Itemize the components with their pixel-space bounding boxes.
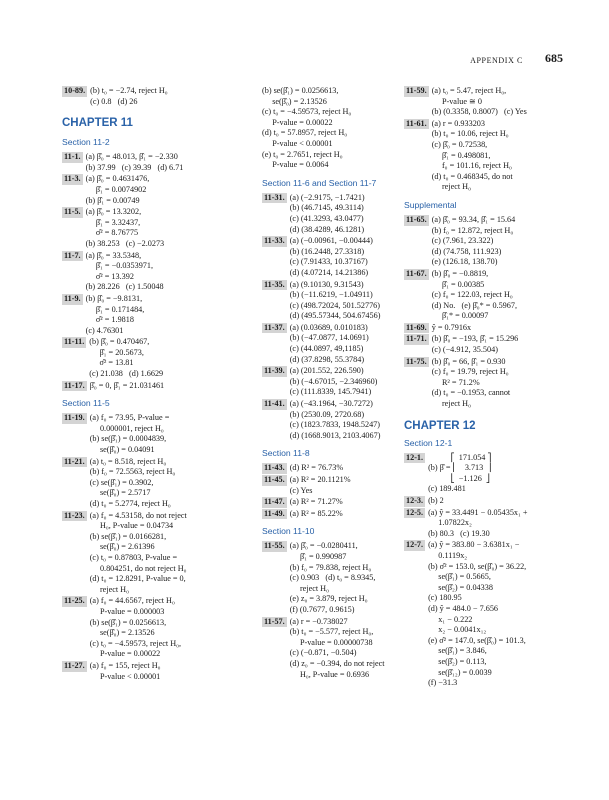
answer-line: (c) (7.961, 23.322) <box>431 236 494 246</box>
answer-column-2 <box>262 86 397 681</box>
answer-line: (a) (9.10130, 9.31543) <box>289 279 364 289</box>
answer-lines <box>432 334 570 355</box>
answer-line: β̂₁ = 0.0074902 <box>85 184 147 194</box>
answer-lines <box>90 457 237 510</box>
answer-line: (c) 189.481 <box>428 484 466 494</box>
answer-line: (b) t₀ = 10.06, reject H₀ <box>431 129 509 139</box>
exercise-number: 11-17. <box>64 380 85 390</box>
answer-line: (e) σ̂² = 147.0, se(β̂₀) = 101.3, <box>428 635 526 645</box>
answer-line: (c) (498.72024, 501.52776) <box>289 300 380 310</box>
answer-lines <box>290 463 397 474</box>
answer-entry <box>62 337 237 379</box>
answer-line: se(β̂₀) = 0.04091 <box>89 445 155 455</box>
chapter-heading: CHAPTER 12 <box>404 419 476 432</box>
answer-line: β̂₁ = 0.00385 <box>431 279 485 289</box>
exercise-number: 11-67. <box>406 268 427 278</box>
answer-line: (a) β̂₀ = 0.4631476, <box>85 174 150 184</box>
answer-line: (c) t₀ = −4.59573, reject H₀, <box>89 638 182 648</box>
answer-line: (a) β̂₀ = 48.013, β̂₁ = −2.330 <box>85 152 178 162</box>
answer-line: (b) (−47.0877, 14.0691) <box>289 333 369 343</box>
answer-line: ⎡ 171.054 ⎤ <box>428 452 492 462</box>
exercise-number: 12-7. <box>406 540 424 550</box>
answer-line: (d) t₀ = 0.468345, do not <box>431 171 513 181</box>
answer-lines <box>290 509 397 520</box>
answer-lines <box>290 236 397 278</box>
answer-line: σ̂² = 13.81 <box>89 358 134 368</box>
exercise-number: 11-65. <box>406 214 427 224</box>
exercise-number: 11-59. <box>406 86 427 95</box>
answer-line: (e) (126.18, 138.70) <box>431 257 498 267</box>
answer-line: (b) β̂₀ = 66, β̂₁ = 0.930 <box>431 356 506 366</box>
answer-line: (a) f₀ = 73.95, P-value = <box>89 413 170 423</box>
answer-entry <box>404 357 570 410</box>
answer-line: (d) (74.758, 111.923) <box>431 246 502 256</box>
answer-line: (c) f₀ = 122.03, reject H₀ <box>431 290 513 300</box>
exercise-number: 11-21. <box>64 456 85 466</box>
answer-line: (b) β̂₀ = 0.470467, <box>89 337 150 347</box>
chapter-heading: CHAPTER 11 <box>62 117 133 130</box>
answer-lines <box>290 280 397 322</box>
answer-line: (f) (0.7677, 0.9615) <box>289 604 355 614</box>
answer-entry <box>404 269 570 322</box>
answer-line: se(β̂₀) = 2.13526 <box>262 96 327 106</box>
answer-line: (a) (−0.00961, −0.00444) <box>289 236 373 246</box>
answer-line: (d) ŷ = 484.0 − 7.656 <box>428 603 499 613</box>
answer-line: H₀, P-value = 0.6936 <box>289 669 370 679</box>
answer-lines <box>90 661 237 682</box>
answer-line: (b) 28.226 (c) 1.50048 <box>85 282 164 292</box>
exercise-number: 11-19. <box>64 413 85 423</box>
answer-line: (b) se(β̂₁) = 0.0166281, <box>89 531 167 541</box>
answer-lines <box>290 323 397 365</box>
answer-line: P-value = 0.0064 <box>262 160 329 170</box>
answer-line: (c) 0.8 (d) 26 <box>90 96 138 106</box>
answer-line: (c) t₀ = 0.87803, P-value = <box>89 552 178 562</box>
answer-line: (a) β̂₀ = 33.5348, <box>85 250 142 260</box>
answer-line: R² = 71.2% <box>431 377 480 387</box>
exercise-number: 11-5. <box>64 207 81 217</box>
answer-line: (a) R² = 85.22% <box>289 508 343 518</box>
answer-line: (e) z₀ = 3.879, reject H₀ <box>289 594 368 604</box>
answer-lines <box>290 617 397 681</box>
answer-line: σ̂² = 13.392 <box>85 271 134 281</box>
answer-lines <box>428 508 570 540</box>
answer-line: se(β̂₀) = 2.5717 <box>89 488 151 498</box>
answer-column-1 <box>62 86 237 683</box>
answer-line: (b) (−4.67015, −2.346960) <box>289 376 378 386</box>
answer-lines <box>290 497 397 508</box>
answer-entry <box>404 119 570 193</box>
answer-line: 1.07822x₂ <box>428 518 472 528</box>
answer-line: (d) t₀ = 5.2774, reject H₀ <box>89 499 171 508</box>
answer-line: (c) 180.95 <box>428 593 462 603</box>
answer-entry <box>62 381 237 392</box>
answer-line: 0.1119x₂ <box>428 550 468 560</box>
answer-entry <box>262 475 397 496</box>
answer-lines <box>90 413 237 455</box>
answer-line: reject H₀ <box>431 399 471 409</box>
answer-entry <box>62 596 237 660</box>
answer-line: P-value ≅ 0 <box>431 96 482 106</box>
answer-entry <box>62 207 237 249</box>
answer-line: (c) (7.91433, 10.37167) <box>289 257 368 267</box>
answer-line: P-value < 0.00001 <box>262 138 333 148</box>
exercise-number: 12-5. <box>406 507 424 517</box>
answer-line: (c) Yes <box>289 485 313 495</box>
answer-entry <box>62 413 237 455</box>
answer-lines <box>432 357 570 410</box>
answer-lines <box>432 323 570 334</box>
answer-line: (b) f₀ = 72.5563, reject H₀ <box>89 467 176 477</box>
exercise-number: 11-37. <box>264 322 285 332</box>
answer-line: f₀ = 101.16, reject H₀ <box>431 161 512 171</box>
answer-lines <box>432 86 570 118</box>
exercise-number: 11-69. <box>406 322 427 332</box>
exercise-number: 11-49. <box>264 508 285 518</box>
section-heading: Section 11-8 <box>262 448 310 459</box>
answer-entry <box>262 497 397 508</box>
exercise-number: 11-47. <box>264 497 285 507</box>
answer-line: (a) r = −0.738027 <box>289 616 348 626</box>
answer-line: (b) se(β̂₁) = 0.0256613, <box>89 617 167 627</box>
exercise-number: 10-89. <box>64 86 86 95</box>
answer-line: (b) se(β̂₁) = 0.0004839, <box>89 434 167 444</box>
answer-line: (c) se(β̂₁) = 0.3902, <box>89 477 154 487</box>
answer-lines <box>290 399 397 441</box>
answer-line: (a) (−43.1964, −30.7272) <box>289 399 373 409</box>
answer-line: se(β̂₁) = 0.5665, <box>428 572 491 582</box>
answer-line: (d) t₀ = 12.8291, P-value = 0, <box>89 574 186 584</box>
answer-line: se(β̂₀) = 2.13526 <box>89 628 155 638</box>
answer-line: (d) t₀ = −0.1953, cannot <box>431 388 511 398</box>
answer-entry <box>404 334 570 355</box>
answer-entry <box>62 251 237 293</box>
answer-line: (c) (44.0897, 49,1185) <box>289 344 364 354</box>
exercise-number: 11-57. <box>264 616 285 626</box>
running-head: APPENDIX C <box>470 56 523 65</box>
answer-line: (c) 4.76301 <box>85 325 124 335</box>
section-heading: Section 11-5 <box>62 398 110 409</box>
exercise-number: 11-7. <box>64 250 81 260</box>
exercise-number: 11-39. <box>264 366 285 376</box>
answer-line: (a) β̂₀ = −0.0280411, <box>289 541 358 551</box>
answer-lines <box>262 86 397 171</box>
answer-line: β̂₁ = 0.171484, <box>85 304 145 314</box>
answer-line: (b) f₀ = 12.872, reject H₀ <box>431 225 514 235</box>
answer-line: P-value = 0.00022 <box>262 117 333 127</box>
answer-lines <box>432 269 570 322</box>
answer-line: (c) 21.038 (d) 1.6629 <box>89 369 164 379</box>
answer-entry <box>262 399 397 441</box>
answer-entry <box>62 86 237 107</box>
answer-line: (c) (−0.871, −0.504) <box>289 648 357 658</box>
answer-line: (b) t₀ = −5.577, reject H₀, <box>289 627 374 637</box>
exercise-number: 11-27. <box>64 660 85 670</box>
answer-line: (b) (0.3358, 0.8007) (c) Yes <box>431 107 527 117</box>
answer-line: ⎣ −1.126 ⎦ <box>428 473 490 483</box>
answer-line: reject H₀ <box>89 584 129 594</box>
answer-line: reject H₀ <box>289 583 329 593</box>
answer-line: β̂₁ = 0.498081, <box>431 150 491 160</box>
exercise-number: 11-41. <box>264 399 285 409</box>
section-heading: Section 11-10 <box>262 526 315 537</box>
answer-line: (b) 38.253 (c) −2.0273 <box>85 238 165 248</box>
answer-entry <box>62 174 237 206</box>
answer-lines <box>290 541 397 615</box>
answer-line: (c) f₀ = 19.79, reject H₀ <box>431 367 509 377</box>
answer-line: (d) (4.07214, 14.21386) <box>289 267 369 277</box>
answer-line: x₁ − 0.222 <box>428 614 473 624</box>
answer-entry <box>404 215 570 268</box>
answer-lines <box>86 207 237 249</box>
answer-entry <box>262 617 397 681</box>
answer-line: β̂₁ = 20.5673, <box>89 347 144 357</box>
exercise-number: 11-35. <box>264 279 285 289</box>
answer-line: β̂₁* = 0.00097 <box>431 311 489 321</box>
answer-line: (b) σ̂² = 153.0, se(β̂₀) = 36.22, <box>428 561 527 571</box>
exercise-number: 11-31. <box>264 192 285 202</box>
answer-line: x₂ − 0.0041x₁₂ <box>428 625 487 635</box>
answer-line: (b) β̂₁ = 0.00749 <box>85 195 140 205</box>
exercise-number: 11-43. <box>264 463 285 473</box>
answer-line: (b) f₀ = 79.838, reject H₀ <box>289 562 372 572</box>
answer-lines <box>86 152 237 173</box>
answer-line: (b) β̂₀ = −0.8819, <box>431 268 489 278</box>
exercise-number: 11-71. <box>406 334 427 344</box>
answer-line: (a) R² = 71.27% <box>289 497 343 507</box>
answer-lines <box>428 453 570 495</box>
answer-line: (c) t₀ = −4.59573, reject H₀ <box>262 107 352 117</box>
answer-lines <box>89 337 237 379</box>
answer-line: H₀, P-value = 0.04734 <box>89 521 174 531</box>
answer-line: σ̂² = 1.9818 <box>85 315 134 325</box>
answer-lines <box>90 381 237 392</box>
answer-entry <box>404 496 570 507</box>
answer-entry <box>262 86 397 171</box>
answer-lines <box>432 215 570 268</box>
answer-line: (a) ŷ = 33.4491 − 0.05435x₁ + <box>428 507 528 517</box>
answer-line: se(β̂₂) = 0.113, <box>428 656 487 666</box>
answer-line: (a) ŷ = 383.80 − 3.6381x₁ − <box>428 540 520 550</box>
answer-line: β̂₀ = 0, β̂₁ = 21.031461 <box>89 380 165 390</box>
answer-lines <box>428 496 570 507</box>
answer-column-3 <box>404 86 570 690</box>
answer-entry <box>262 366 397 398</box>
answer-line: (b) se(β̂₁) = 0.0256613, <box>262 86 339 95</box>
answer-line: (b) (16.2448, 27.3318) <box>289 246 365 256</box>
answer-entry <box>62 661 237 682</box>
answer-entry <box>62 511 237 596</box>
answer-line: σ̂² = 8.76775 <box>85 228 139 238</box>
answer-entry <box>262 323 397 365</box>
answer-lines <box>90 86 237 107</box>
answer-line: (a) (0.03689, 0.010183) <box>289 322 368 332</box>
exercise-number: 11-23. <box>64 510 85 520</box>
answer-line: β̂₁ = 3.32437, <box>85 217 141 227</box>
answer-entry <box>262 193 397 235</box>
answer-line: se(β̂₀) = 2.61396 <box>89 542 155 552</box>
answer-entry <box>404 540 570 688</box>
answer-entry <box>62 294 237 336</box>
answer-line: (d) No. (e) β̂₀* = 0.5967, <box>431 300 518 310</box>
answer-line: 0.000001, reject H₀ <box>89 423 164 433</box>
answer-line: (d) (495.57344, 504.67456) <box>289 311 381 321</box>
answer-line: (b) 37.99 (c) 39.39 (d) 6.71 <box>85 162 184 172</box>
answer-line: (a) t₀ = 5.47, reject H₀, <box>431 86 507 95</box>
answer-line: (d) (37.8298, 55.3784) <box>289 354 365 364</box>
answer-line: (c) (−4.912, 35.504) <box>431 345 498 355</box>
exercise-number: 11-33. <box>264 236 285 246</box>
section-heading: Section 11-2 <box>62 137 110 148</box>
answer-line: P-value = 0.00022 <box>89 649 161 659</box>
page-number: 685 <box>545 51 563 65</box>
section-heading: Section 11-6 and Section 11-7 <box>262 177 377 188</box>
answer-line: reject H₀ <box>431 182 471 192</box>
exercise-number: 11-1. <box>64 152 81 162</box>
answer-line: (b) β̂₀ = −9.8131, <box>85 293 143 303</box>
exercise-number: 11-11. <box>64 337 85 347</box>
answer-line: P-value = 0.00000738 <box>289 637 373 647</box>
answer-line: β̂₁ = 0.990987 <box>289 551 347 561</box>
answer-line: (a) f₀ = 155, reject H₀ <box>89 660 161 670</box>
answer-entry <box>262 280 397 322</box>
answer-line: (b) 80.3 (c) 19.30 <box>428 528 490 538</box>
answer-entry <box>404 453 570 495</box>
section-heading: Supplemental <box>404 199 457 210</box>
answer-lines <box>290 475 397 496</box>
answer-entry <box>404 508 570 540</box>
answer-line: (f) −31.3 <box>428 678 458 688</box>
answer-line: (c) β̂₀ = 0.72538, <box>431 139 488 149</box>
answer-entry <box>262 236 397 278</box>
answer-line: (b) (2530.09, 2720.68) <box>289 409 365 419</box>
answer-lines <box>432 119 570 193</box>
exercise-number: 11-25. <box>64 596 85 606</box>
answer-line: (b) 2 <box>428 496 444 505</box>
answer-lines <box>290 366 397 398</box>
answer-entry <box>62 152 237 173</box>
answer-line: (a) β̂₀ = 13.3202, <box>85 207 142 217</box>
answer-line: (d) (1668.9013, 2103.4067) <box>289 430 381 440</box>
exercise-number: 11-75. <box>406 356 427 366</box>
answer-line: P-value < 0.00001 <box>89 671 161 681</box>
answer-lines <box>290 193 397 235</box>
answer-entry <box>404 86 570 118</box>
exercise-number: 12-3. <box>406 496 424 505</box>
answer-line: (c) (41.3293, 43.0477) <box>289 213 364 223</box>
answer-lines <box>86 174 237 206</box>
answer-line: (c) (1823.7833, 1948.5247) <box>289 420 380 430</box>
answer-entry <box>404 323 570 334</box>
answer-line: (c) 0.903 (d) t₀ = 8.9345, <box>289 573 376 583</box>
answer-lines <box>86 294 237 336</box>
answer-line: (a) (−2.9175, −1.7421) <box>289 192 365 202</box>
answer-line: (a) t₀ = 8.518, reject H₀ <box>89 456 167 466</box>
section-heading: Section 12-1 <box>404 437 453 448</box>
answer-line: (d) R² = 76.73% <box>289 463 344 473</box>
answer-line: (c) (111.8339, 145.7941) <box>289 387 372 397</box>
answer-line: (d) (38.4289, 46.1281) <box>289 224 365 234</box>
answer-line: (b) β̂ = ⎢ 3.713 ⎥ <box>428 463 492 473</box>
answer-line: (a) f₀ = 44.6567, reject H₀ <box>89 596 175 606</box>
answer-entry <box>262 509 397 520</box>
answer-line: (d) t₀ = 57.8957, reject H₀ <box>262 128 348 138</box>
answer-entry <box>262 463 397 474</box>
answer-line: (a) f₀ = 4.53158, do not reject <box>89 510 187 520</box>
exercise-number: 11-3. <box>64 174 81 184</box>
answer-line: (d) z₀ = −0.394, do not reject <box>289 658 385 668</box>
answer-line: (a) r = 0.933203 <box>431 118 485 128</box>
answer-line: (e) t₀ = 2.7651, reject H₀ <box>262 149 343 159</box>
answer-line: β̂₁ = −0.0353971, <box>85 261 154 271</box>
answer-line: (a) R² = 20.1121% <box>289 475 351 484</box>
exercise-number: 11-61. <box>406 118 427 128</box>
answer-line: (b) β̂₀ = −193, β̂₁ = 15.296 <box>431 334 519 344</box>
answer-line: (b) (−11.6219, −1.04911) <box>289 290 373 300</box>
exercise-number: 11-55. <box>264 541 285 551</box>
answer-line: (a) β̂₀ = 93.34, β̂₁ = 15.64 <box>431 214 516 224</box>
answer-line: se(β̂₁) = 3.846, <box>428 646 487 656</box>
answer-line: 0.804251, do not reject H₀ <box>89 563 187 573</box>
answer-line: se(β̂₂) = 0.04338 <box>428 582 493 592</box>
answer-lines <box>90 596 237 660</box>
answer-line: se(β̂₁₂) = 0.0039 <box>428 667 492 677</box>
answer-line: P-value = 0.000003 <box>89 606 165 616</box>
exercise-number: 11-45. <box>264 475 285 484</box>
exercise-number: 11-9. <box>64 293 81 303</box>
answer-line: ŷ = 0.7916x <box>431 322 472 332</box>
exercise-number: 12-1. <box>406 452 424 462</box>
answer-entry <box>62 457 237 510</box>
answer-lines <box>90 511 237 596</box>
answer-line: (b) (46.7145, 49.3114) <box>289 203 364 213</box>
answer-lines <box>86 251 237 293</box>
answer-line: (a) (201.552, 226.590) <box>289 366 364 376</box>
answer-entry <box>262 541 397 615</box>
answer-line: (b) t₀ = −2.74, reject H₀ <box>90 86 168 95</box>
answer-lines <box>428 540 570 688</box>
